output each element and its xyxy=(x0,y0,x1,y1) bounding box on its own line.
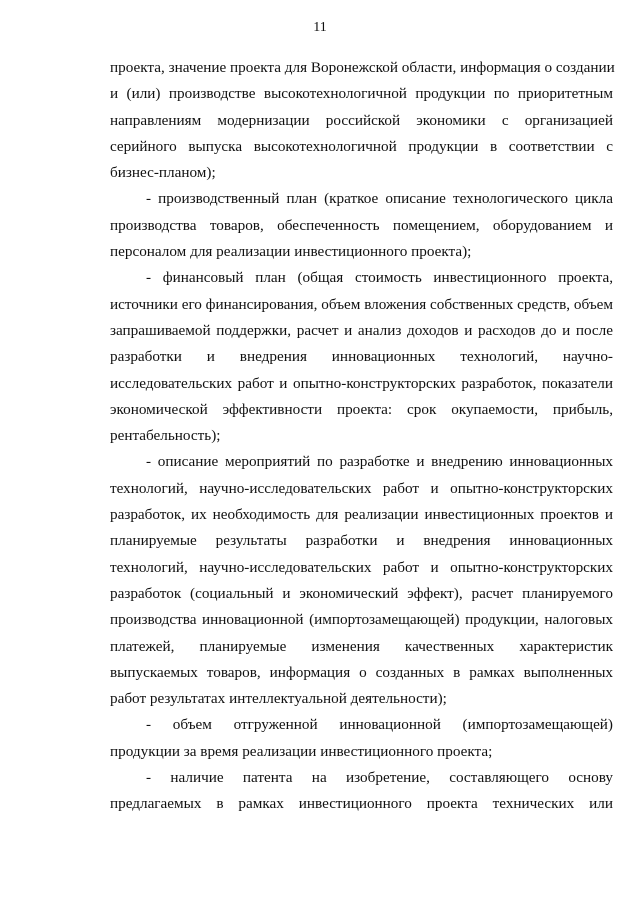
text-line: запрашиваемой поддержки, расчет и анализ доходов и расходов до и после xyxy=(110,321,613,339)
text-line: направлениям модернизации российской экономики с организацией xyxy=(110,111,613,129)
paragraph-measures-description xyxy=(110,449,613,712)
text-line: выпускаемых товаров, информация о созданных в рамках выполненных xyxy=(110,663,613,681)
text-line: платежей, планируемые изменения качественных характеристик xyxy=(110,637,613,655)
text-line: - объем отгруженной инновационной (импортозамещающей) xyxy=(146,716,613,734)
text-line: - описание мероприятий по разработке и внедрению инновационных xyxy=(146,453,613,471)
text-line: бизнес-планом); xyxy=(110,164,216,182)
paragraph-production-plan xyxy=(110,186,613,265)
paragraph-project-description xyxy=(110,55,613,186)
text-line: персоналом для реализации инвестиционного проекта); xyxy=(110,243,472,261)
text-line: - финансовый план (общая стоимость инвестиционного проекта, xyxy=(146,269,613,287)
text-line: производства инновационной (импортозамещающей) продукции, налоговых xyxy=(110,611,613,629)
page-number: 11 xyxy=(313,20,327,35)
text-line: исследовательских работ и опытно-конструкторских разработок, показатели xyxy=(110,374,613,392)
text-line: серийного выпуска высокотехнологичной продукции в соответствии с xyxy=(110,137,613,155)
text-line: разработки и внедрения инновационных технологий, научно- xyxy=(110,348,613,366)
paragraph-shipped-volume xyxy=(110,712,613,765)
text-line: - наличие патента на изобретение, составляющего основу xyxy=(146,769,613,787)
text-line: разработок (социальный и экономический эффект), расчет планируемого xyxy=(110,584,613,602)
text-line: технологий, научно-исследовательских работ и опытно-конструкторских xyxy=(110,558,613,576)
text-line: работ результатах интеллектуальной деятельности); xyxy=(110,690,447,708)
text-line: технологий, научно-исследовательских работ и опытно-конструкторских xyxy=(110,479,613,497)
text-line: - производственный план (краткое описание технологического цикла xyxy=(146,190,613,208)
text-line: планируемые результаты разработки и внедрения инновационных xyxy=(110,532,613,550)
paragraph-financial-plan xyxy=(110,265,613,449)
text-line: экономической эффективности проекта: срок окупаемости, прибыль, xyxy=(110,400,613,418)
paragraph-patent xyxy=(110,765,613,818)
text-line: предлагаемых в рамках инвестиционного проекта технических или xyxy=(110,795,613,813)
text-line: производства товаров, обеспеченность помещением, оборудованием и xyxy=(110,216,613,234)
text-line: рентабельность); xyxy=(110,427,221,445)
text-line: разработок, их необходимость для реализации инвестиционных проектов и xyxy=(110,506,613,524)
text-line: проекта, значение проекта для Воронежской области, информация о создании xyxy=(110,59,615,76)
text-line: продукции за время реализации инвестиционного проекта; xyxy=(110,742,493,760)
document-body xyxy=(110,55,613,818)
text-line: и (или) производстве высокотехнологичной продукции по приоритетным xyxy=(110,85,613,103)
text-line: источники его финансирования, объем вложения собственных средств, объем xyxy=(110,295,614,313)
